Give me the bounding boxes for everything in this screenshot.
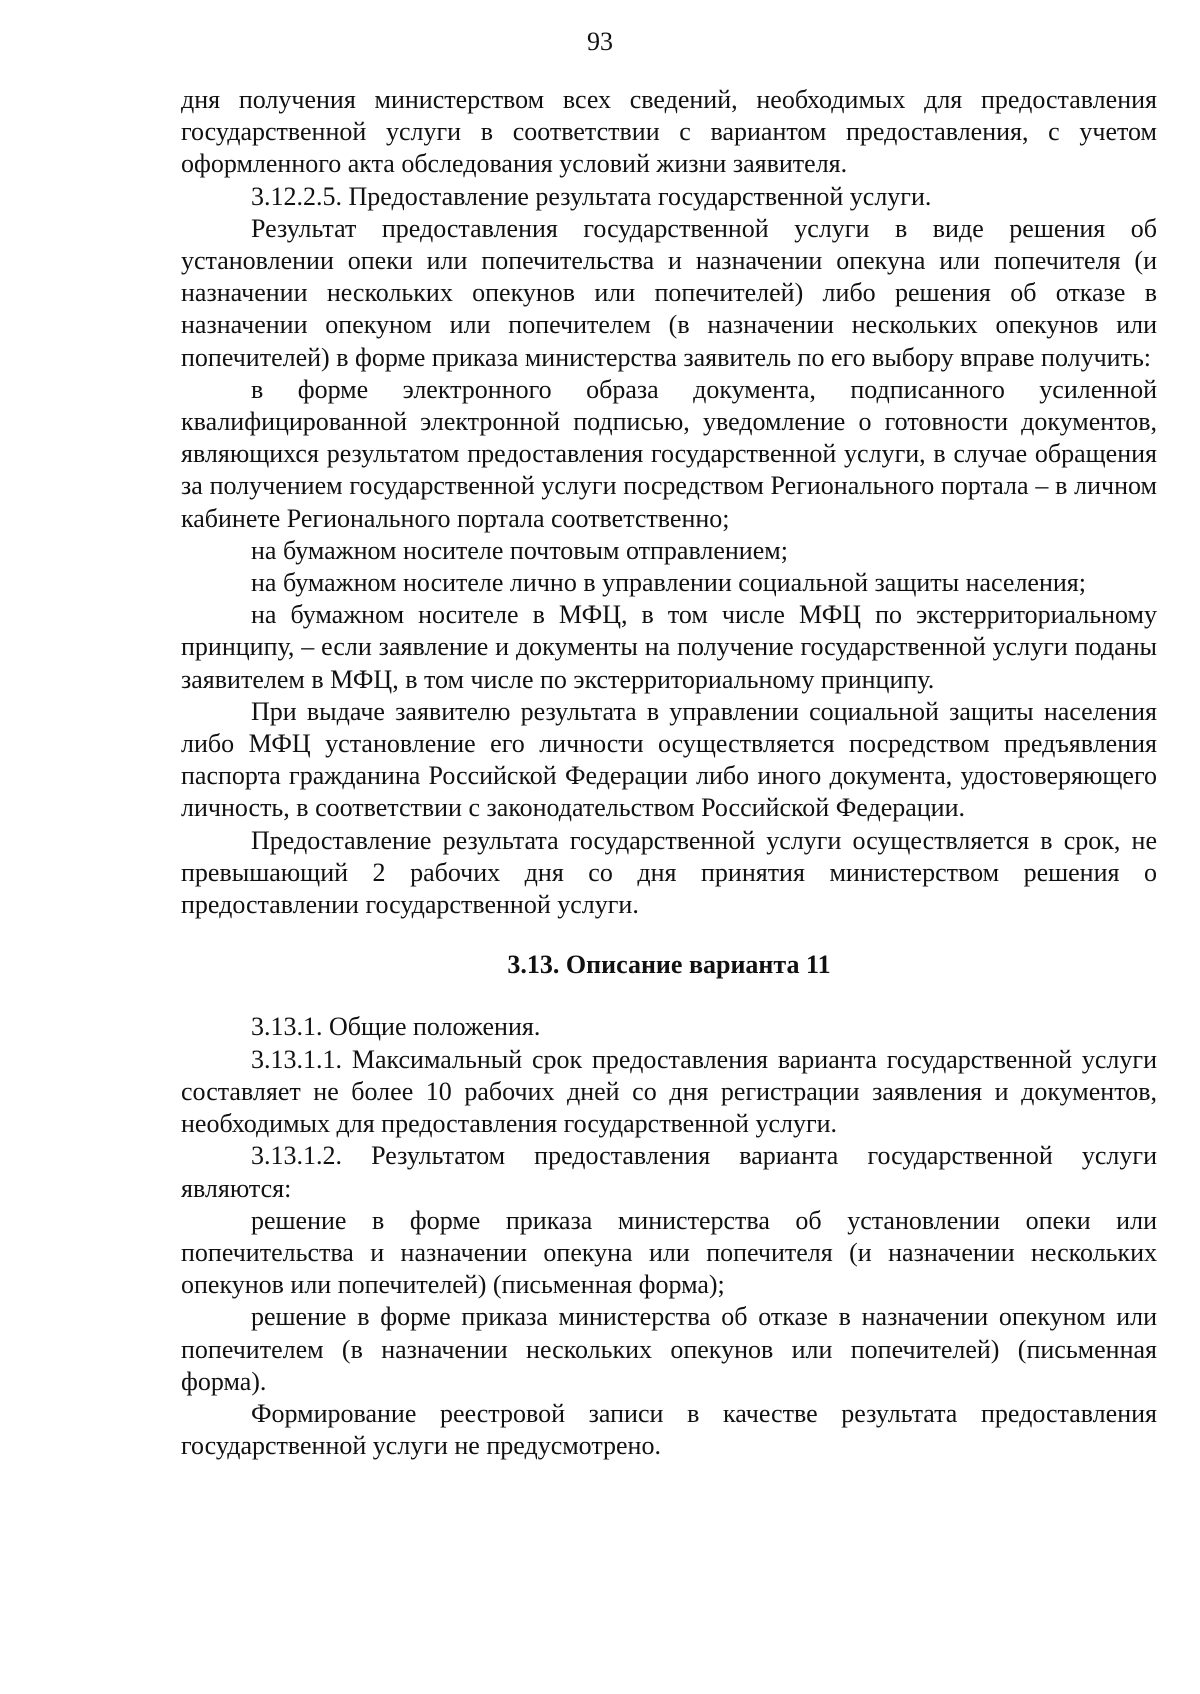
page-number: 93	[587, 27, 613, 56]
paragraph: решение в форме приказа министерства об отказе в назначении опекуном или попечителем (в назначении нескольких опекунов или попечителей) (письменная форма).	[181, 1302, 1157, 1396]
paragraph: решение в форме приказа министерства об установлении опеки или попечительства и назначении опекуна или попечителя (и назначении нескольких опекунов или попечителей) (письменная форма);	[181, 1205, 1157, 1300]
paragraph: в форме электронного образа документа, подписанного усиленной квалифицированной электронной подписью, уведомление о готовности документов, являющихся результатом предоставления государственной услуги, в случае обращения за получением государственной услуги посредством Регионального портала – в личном кабинете Регионального портала соответственно;	[181, 374, 1157, 533]
document-body	[181, 84, 1157, 1462]
paragraph: 3.13.1.1. Максимальный срок предоставления варианта государственной услуги составляет не более 10 рабочих дней со дня регистрации заявления и документов, необходимых для предоставления государственной услуги.	[181, 1044, 1157, 1139]
paragraph: Формирование реестровой записи в качестве результата предоставления государственной услуги не предусмотрено.	[181, 1398, 1157, 1461]
paragraph: 3.13.1.2. Результатом предоставления варианта государственной услуги являются:	[181, 1141, 1157, 1203]
paragraph: на бумажном носителе лично в управлении социальной защиты населения;	[251, 568, 1086, 598]
paragraph: Результат предоставления государственной услуги в виде решения об установлении опеки или попечительства и назначении опекуна или попечителя (и назначении нескольких опекунов или попечителей) либо решения об отказе в назначении опекуном или попечителем (в назначении нескольких опекунов или попечителей) в форме приказа министерства заявитель по его выбору вправе получить:	[181, 213, 1157, 372]
paragraph: 3.13.1. Общие положения.	[251, 1012, 541, 1042]
paragraph: на бумажном носителе в МФЦ, в том числе МФЦ по экстерриториальному принципу, – если заявление и документы на получение государственной услуги поданы заявителем в МФЦ, в том числе по экстерриториальному принципу.	[181, 600, 1157, 694]
paragraph: Предоставление результата государственной услуги осуществляется в срок, не превышающий 2 рабочих дня со дня принятия министерством решения о предоставлении государственной услуги.	[181, 825, 1157, 920]
section-heading: 3.13. Описание варианта 11	[507, 950, 831, 980]
paragraph: При выдаче заявителю результата в управлении социальной защиты населения либо МФЦ установление его личности осуществляется посредством предъявления паспорта гражданина Российской Федерации либо иного документа, удостоверяющего личность, в соответствии с законодательством Российской Федерации.	[181, 696, 1157, 823]
paragraph: дня получения министерством всех сведений, необходимых для предоставления государственной услуги в соответствии с вариантом предоставления, с учетом оформленного акта обследования условий жизни заявителя.	[181, 85, 1157, 179]
paragraph: на бумажном носителе почтовым отправлением;	[251, 535, 788, 565]
paragraph: 3.12.2.5. Предоставление результата государственной услуги.	[251, 181, 932, 211]
